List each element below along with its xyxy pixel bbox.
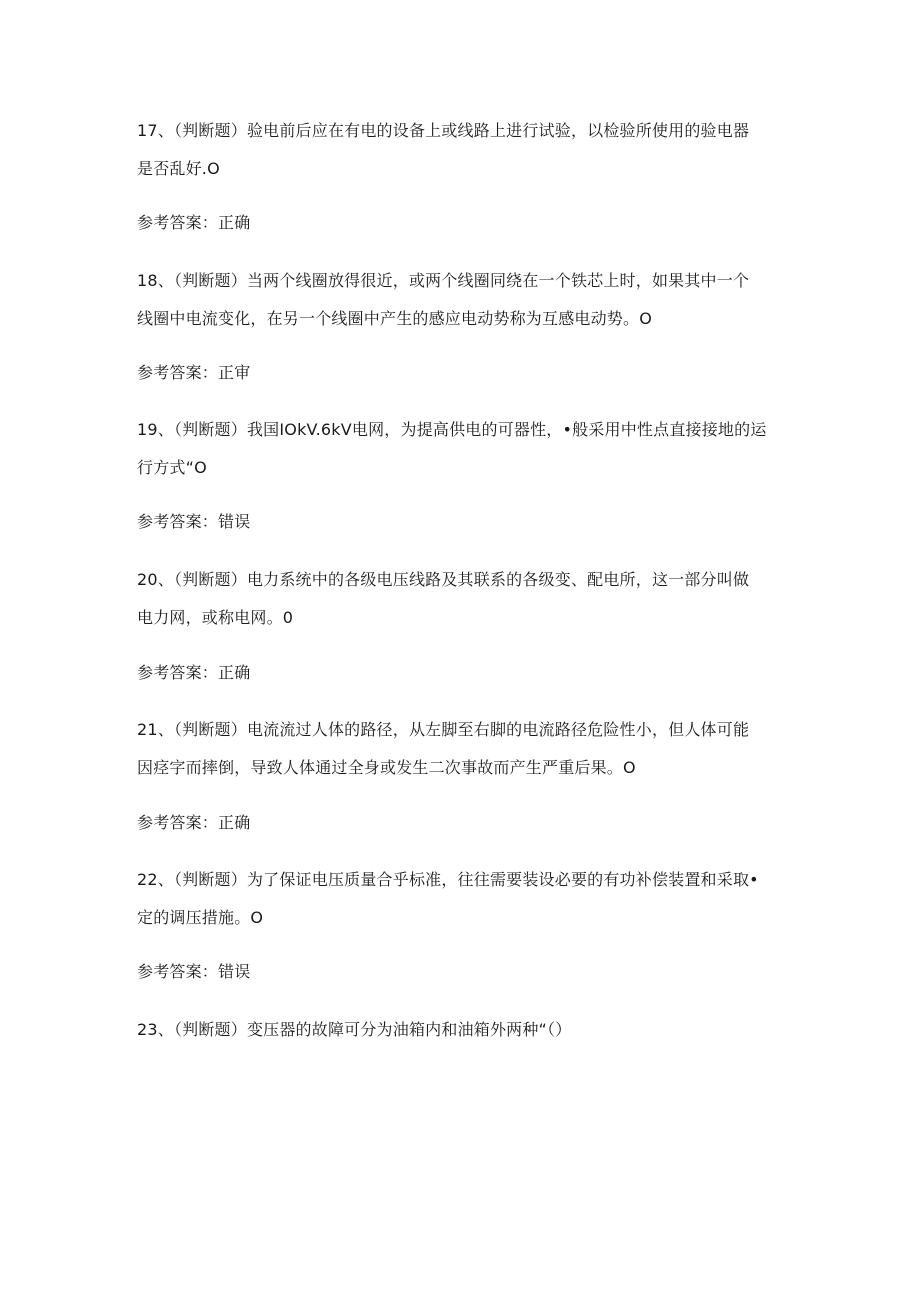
- question-18-line2: 线圈中电流变化，在另一个线圈中产生的感应电动势称为互感电动势。O: [137, 309, 652, 328]
- answer-20: 参考答案：正确: [137, 663, 251, 682]
- question-22-line2: 定的调压措施。O: [137, 908, 264, 927]
- answer-18: 参考答案：正审: [137, 363, 251, 382]
- question-17-line1: 17、（判断题）验电前后应在有电的设备上或线路上进行试验，以检验所使用的验电器: [137, 121, 750, 140]
- question-19-line2: 行方式“O: [137, 458, 207, 477]
- answer-19: 参考答案：错误: [137, 512, 251, 531]
- answer-17: 参考答案：正确: [137, 213, 251, 232]
- question-18-line1: 18、（判断题）当两个线圈放得很近，或两个线圈同绕在一个铁芯上时，如果其中一个: [137, 271, 750, 290]
- question-22-line1: 22、（判断题）为了保证电压质量合乎标准，往往需要装设必要的有功补偿装置和采取•: [137, 870, 759, 889]
- question-23-line1: 23、（判断题）变压器的故障可分为油箱内和油箱外两种“（）: [137, 1020, 572, 1039]
- question-19-line1: 19、（判断题）我国IOkV.6kV电网，为提高供电的可器性，•般采用中性点直接接地的运: [137, 420, 767, 439]
- question-17-line2: 是否乱好.O: [137, 159, 220, 178]
- question-20-line2: 电力网，或称电网。0: [137, 608, 294, 627]
- question-21-line2: 因痉字而摔倒，导致人体通过全身或发生二次事故而产生严重后果。O: [137, 758, 636, 777]
- question-21-line1: 21、（判断题）电流流过人体的路径，从左脚至右脚的电流路径危险性小，但人体可能: [137, 720, 750, 739]
- answer-22: 参考答案：错误: [137, 962, 251, 981]
- answer-21: 参考答案：正确: [137, 813, 251, 832]
- question-20-line1: 20、（判断题）电力系统中的各级电压线路及其联系的各级变、配电所，这一部分叫做: [137, 570, 750, 589]
